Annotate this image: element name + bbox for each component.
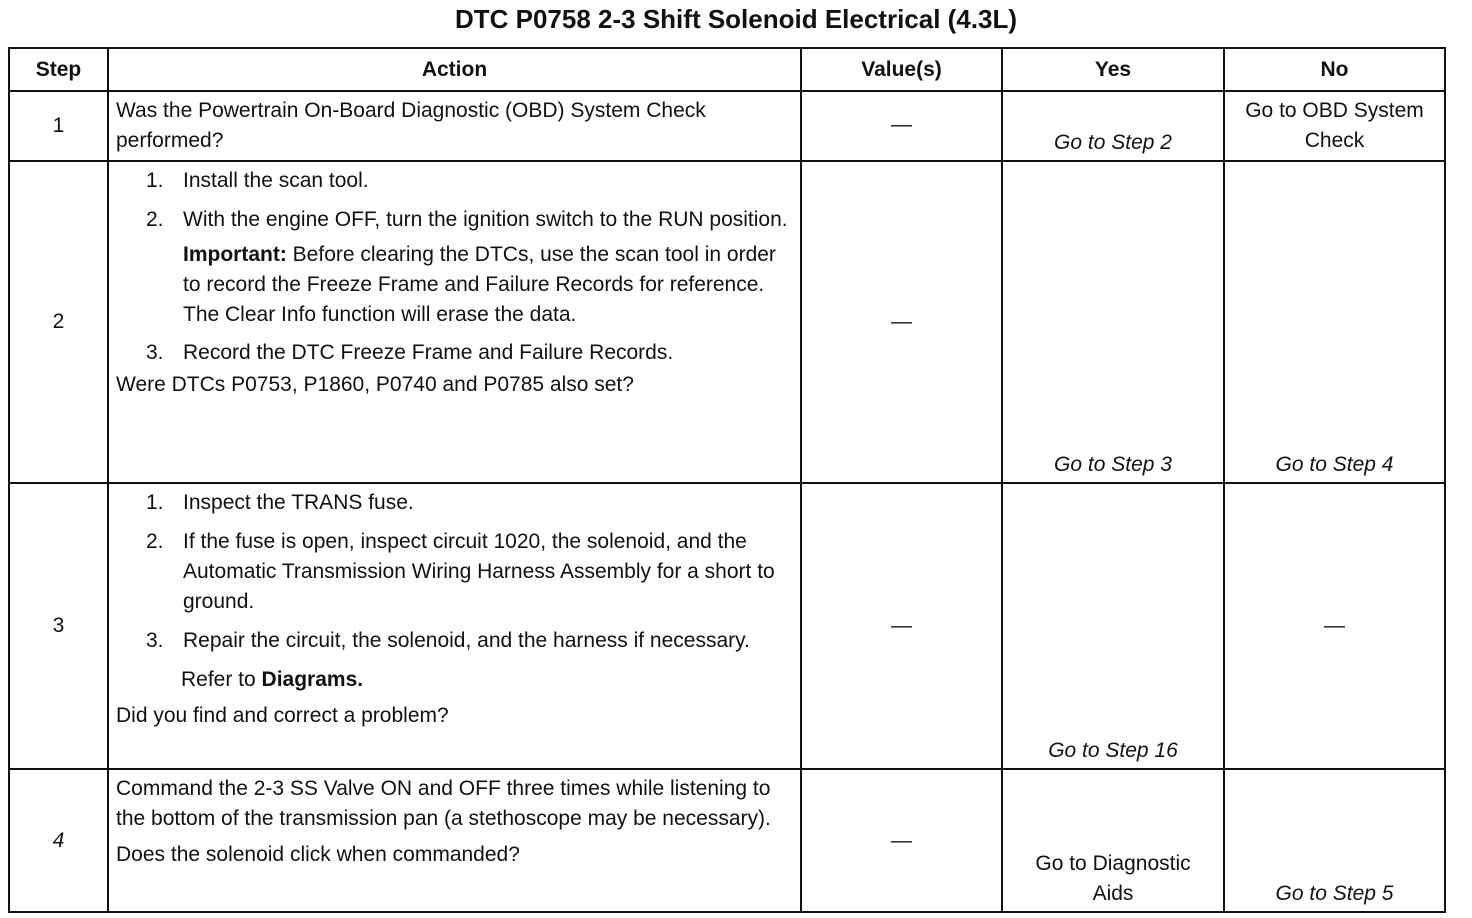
question-text: Did you find and correct a problem? [116,704,449,727]
table-row-step-3 [9,483,1445,769]
diagrams-link[interactable]: Diagrams. [261,668,364,691]
yes-cell: Go to Step 3 [1002,161,1224,483]
list-item: 3. Record the DTC Freeze Frame and Failure Records. [146,341,674,364]
diagnostic-table [8,47,1446,913]
list-item: 3. Repair the circuit, the solenoid, and the harness if necessary. [146,629,750,652]
step-number: 2 [9,161,108,483]
list-item: 1. Inspect the TRANS fuse. [146,491,414,514]
header-no: No [1224,48,1445,91]
value-cell: — [801,769,1002,912]
action-cell [108,161,801,483]
list-item: 2. If the fuse is open, inspect circuit 1020, the solenoid, and the Automatic Transmission Wiring Harness Assembly for a short to ground. [146,530,775,613]
step-number: 3 [9,483,108,769]
value-cell: — [801,161,1002,483]
action-text: Command the 2-3 SS Valve ON and OFF three times while listening to the bottom of the transmission pan (a stethoscope may be necessary). [116,777,771,830]
step-number: 4 [9,769,108,912]
no-cell: — [1224,483,1445,769]
step-number: 1 [9,91,108,161]
important-label: Important: [183,243,287,266]
no-cell: Go to Step 5 [1224,769,1445,912]
value-dash: — [891,113,912,136]
list-item: 2. With the engine OFF, turn the ignition switch to the RUN position. [146,208,788,231]
important-note [116,240,792,330]
yes-cell: Go to Diagnostic Aids [1002,769,1224,912]
table-row-step-4 [9,769,1445,912]
value-cell: — [801,483,1002,769]
action-text: Was the Powertrain On-Board Diagnostic (OBD) System Check performed? [116,99,706,152]
question-text: Does the solenoid click when commanded? [116,843,520,866]
question-text: Were DTCs P0753, P1860, P0740 and P0785 also set? [116,373,634,396]
table-row-step-1 [9,91,1445,161]
list-item: 1. Install the scan tool. [146,169,369,192]
header-values: Value(s) [801,48,1002,91]
page-title: DTC P0758 2-3 Shift Solenoid Electrical (4.3L) [454,4,1018,34]
header-action: Action [108,48,801,91]
value-cell [801,91,1002,161]
action-cell [108,769,801,912]
action-cell [108,483,801,769]
yes-cell: Go to Step 2 [1002,91,1224,161]
yes-cell: Go to Step 16 [1002,483,1224,769]
no-cell: Go to Step 4 [1224,161,1445,483]
no-cell: Go to OBD System Check [1224,91,1445,161]
action-cell [108,91,801,161]
refer-note: Refer to Diagrams. [181,668,364,691]
header-row [9,48,1445,91]
header-step: Step [9,48,108,91]
important-text: Before clearing the DTCs, use the scan tool in order to record the Freeze Frame and Failure Records for reference. The Clear Info function will erase the data. [183,243,776,326]
header-yes: Yes [1002,48,1224,91]
table-row-step-2 [9,161,1445,483]
